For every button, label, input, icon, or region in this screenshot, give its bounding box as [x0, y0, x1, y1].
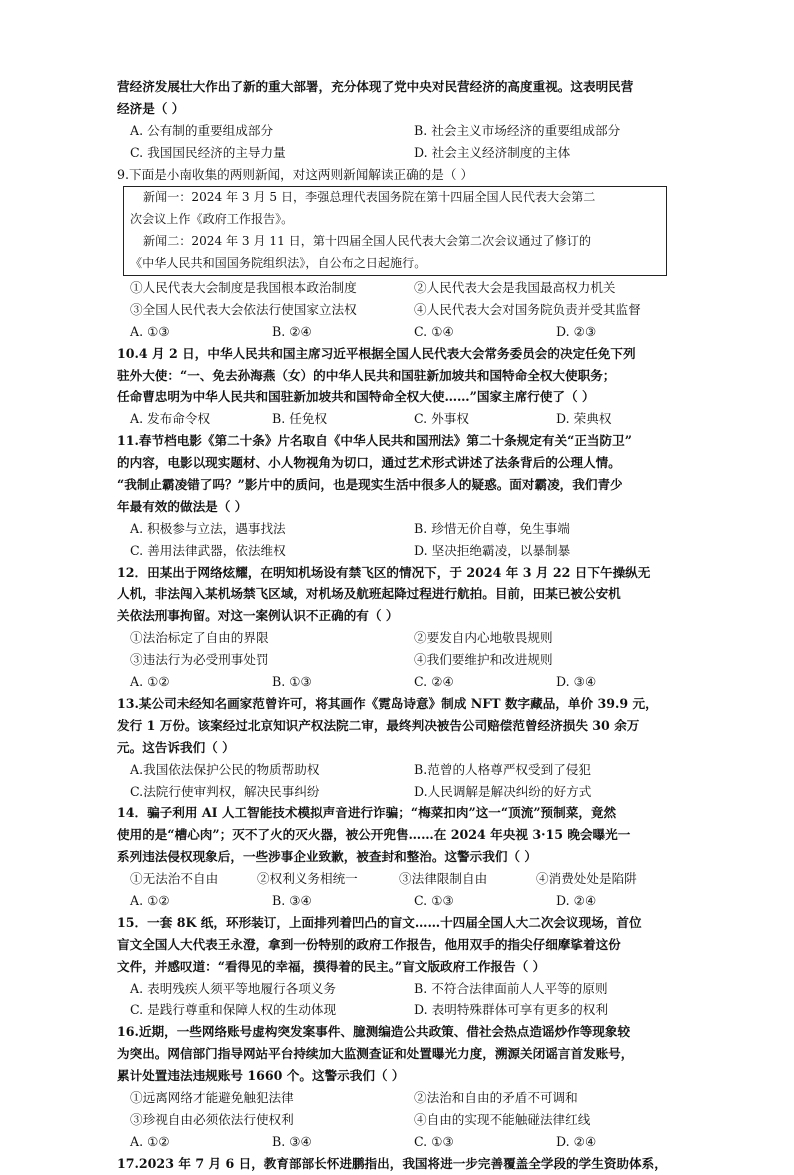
- q9-options-row: [117, 321, 685, 343]
- q9-statement-2: ②人民代表大会是我国最高权力机关: [414, 280, 616, 296]
- exam-page: [117, 76, 685, 1175]
- q12-statement-3: ③违法行为必受刑事处罚: [130, 652, 269, 668]
- q16-option-c[interactable]: C. ①③: [414, 1133, 454, 1149]
- q14-stem-line: 系列违法侵权现象后，一些涉事企业致歉，被查封和整治。这警示我们（ ）: [117, 849, 537, 865]
- q14-option-c[interactable]: C. ①③: [414, 892, 454, 908]
- q14-stem-line: 使用的是“槽心肉”；灭不了火的灭火器，被公开兜售……在 2024 年央视 3·15 晚会曝光一: [117, 827, 631, 843]
- q8-option-c[interactable]: C. 我国国民经济的主导力量: [130, 144, 286, 160]
- q11-option-d[interactable]: D. 坚决拒绝霸凌，以暴制暴: [414, 542, 571, 558]
- q15-options-row: [117, 978, 685, 1000]
- q16-statement-4: ④自由的实现不能触碰法律红线: [414, 1111, 591, 1127]
- q12-stem-line: 人机，非法闯入某机场禁飞区域，对机场及航班起降过程进行航拍。目前，田某已被公安机: [117, 586, 621, 602]
- q10-option-c[interactable]: C. 外事权: [414, 411, 469, 427]
- q12-option-b[interactable]: B. ①③: [272, 674, 312, 690]
- q9-news-line: 新闻一：2024 年 3 月 5 日，李强总理代表国务院在第十四届全国人民代表大会第二: [143, 190, 596, 205]
- q12-statements-row: [117, 627, 685, 649]
- q16-stem-line: 为突出。网信部门指导网站平台持续加大监测查证和处置曝光力度，溯源关闭谣言首发账号，: [117, 1046, 634, 1062]
- q10-stem-line: 10.4 月 2 日，中华人民共和国主席习近平根据全国人民代表大会常务委员会的决定任免下列: [117, 345, 636, 361]
- q16-stem-line: 累计处置违法违规账号 1660 个。这警示我们（ ）: [117, 1068, 405, 1084]
- q16-stem-line: 16.近期，一些网络账号虚构突发案事件、臆测编造公共政策、借社会热点造谣炒作等现象较: [117, 1024, 631, 1040]
- q15-option-b[interactable]: B. 不符合法律面前人人平等的原则: [414, 980, 608, 996]
- q11-stem-line: 年最有效的做法是（ ）: [117, 498, 248, 514]
- q12-statement-1: ①法治标定了自由的界限: [130, 630, 269, 646]
- q10-stem-line: 驻外大使：“一、免去孙海燕（女）的中华人民共和国驻新加坡共和国特命全权大使职务；: [117, 367, 616, 383]
- q9-news-line: 新闻二：2024 年 3 月 11 日，第十四届全国人民代表大会第二次会议通过了修订的: [143, 234, 591, 249]
- q13-options-row: [117, 759, 685, 781]
- q9-news-line: 《中华人民共和国国务院组织法》，自公布之日起施行。: [130, 256, 427, 271]
- q9-option-b[interactable]: B. ②④: [272, 323, 312, 339]
- q13-stem-line: 13.某公司未经知名画家范曾许可，将其画作《霓岛诗意》制成 NFT 数字藏品，单价 39.9 元，: [117, 695, 658, 711]
- q16-option-d[interactable]: D. ②④: [556, 1133, 597, 1149]
- q9-option-d[interactable]: D. ②③: [556, 323, 597, 339]
- q9-news-box: [123, 186, 667, 276]
- q13-stem-line: 元。这告诉我们（ ）: [117, 739, 235, 755]
- q11-option-a[interactable]: A. 积极参与立法，遇事找法: [130, 520, 286, 536]
- q12-option-a[interactable]: A. ①②: [130, 674, 170, 690]
- q16-options-row: [117, 1131, 685, 1153]
- q15-stem-line: 15．一套 8K 纸，环形装订，上面排列着凹凸的盲文……十四届全国人大二次会议现场，首位: [117, 914, 642, 930]
- q15-option-c[interactable]: C. 是践行尊重和保障人权的生动体现: [130, 1002, 337, 1018]
- q12-option-c[interactable]: C. ②④: [414, 674, 454, 690]
- q16-statements-row: [117, 1087, 685, 1109]
- q9-statements-row: [117, 299, 685, 321]
- q8-options-row: [117, 120, 685, 142]
- q10-option-a[interactable]: A. 发布命令权: [130, 411, 211, 427]
- q13-option-c[interactable]: C.法院行使审判权，解决民事纠纷: [130, 783, 320, 799]
- q13-stem-line: 发行 1 万份。该案经过北京知识产权法院二审，最终判决被告公司赔偿范曾经济损失 30 余万: [117, 717, 640, 733]
- q10-stem-line: 任命曹忠明为中华人民共和国驻新加坡共和国特命全权大使……”国家主席行使了（ ）: [117, 389, 595, 405]
- q16-statement-1: ①远离网络才能避免触犯法律: [130, 1089, 294, 1105]
- q14-options-row: [117, 890, 685, 912]
- q14-option-b[interactable]: B. ③④: [272, 892, 312, 908]
- q9-option-a[interactable]: A. ①③: [130, 323, 170, 339]
- q15-stem-line: 文件，并感叹道：“看得见的幸福，摸得着的民主。”盲文版政府工作报告（ ）: [117, 958, 546, 974]
- q14-statement-4: ④消费处处是陷阱: [536, 871, 637, 887]
- q9-statement-3: ③全国人民代表大会依法行使国家立法权: [130, 301, 357, 317]
- q13-options-row: [117, 781, 685, 803]
- q8-stem-line: 营经济发展壮大作出了新的重大部署，充分体现了党中央对民营经济的高度重视。这表明民营: [117, 79, 634, 94]
- q12-option-d[interactable]: D. ③④: [556, 674, 597, 690]
- q16-option-a[interactable]: A. ①②: [130, 1133, 170, 1149]
- q11-stem-line: “我制止霸凌错了吗？”影片中的质问，也是现实生活中很多人的疑惑。面对霸凌，我们青少: [117, 477, 623, 493]
- q9-stem: 9.下面是小南收集的两则新闻，对这两则新闻解读正确的是（ ）: [117, 166, 474, 182]
- q14-option-a[interactable]: A. ①②: [130, 892, 170, 908]
- q11-options-row: [117, 518, 685, 540]
- q9-statements-row: [117, 277, 685, 299]
- q15-option-a[interactable]: A. 表明残疾人须平等地履行各项义务: [130, 980, 337, 996]
- q11-option-b[interactable]: B. 珍惜无价自尊，免生事端: [414, 520, 570, 536]
- q9-option-c[interactable]: C. ①④: [414, 323, 454, 339]
- q16-statement-3: ③珍视自由必须依法行使权利: [130, 1111, 294, 1127]
- q12-statement-2: ②要发自内心地敬畏规则: [414, 630, 553, 646]
- q10-options-row: [117, 408, 685, 430]
- q13-option-a[interactable]: A.我国依法保护公民的物质帮助权: [130, 761, 320, 777]
- q10-option-b[interactable]: B. 任免权: [272, 411, 328, 427]
- q13-option-d[interactable]: D.人民调解是解决纠纷的好方式: [414, 783, 592, 799]
- q9-statement-4: ④人民代表大会对国务院负责并受其监督: [414, 301, 641, 317]
- q12-statements-row: [117, 649, 685, 671]
- q8-option-d[interactable]: D. 社会主义经济制度的主体: [414, 144, 571, 160]
- q17-stem-line: 17.2023 年 7 月 6 日，教育部部长怀进鹏指出，我国将进一步完善覆盖全学段的学生资助体系，: [117, 1155, 667, 1171]
- q8-option-b[interactable]: B. 社会主义市场经济的重要组成部分: [414, 122, 621, 138]
- q14-statement-3: ③法律限制自由: [399, 871, 488, 887]
- q11-stem-line: 11.春节档电影《第二十条》片名取自《中华人民共和国刑法》第二十条规定有关“正当防卫”: [117, 433, 632, 449]
- q11-option-c[interactable]: C. 善用法律武器，依法维权: [130, 542, 286, 558]
- q15-option-d[interactable]: D. 表明特殊群体可享有更多的权利: [414, 1002, 608, 1018]
- q12-options-row: [117, 671, 685, 693]
- q14-statement-2: ②权利义务相统一: [257, 871, 358, 887]
- q16-option-b[interactable]: B. ③④: [272, 1133, 312, 1149]
- q10-option-d[interactable]: D. 荣典权: [556, 411, 612, 427]
- q12-stem-line: 12．田某出于网络炫耀，在明知机场设有禁飞区的情况下，于 2024 年 3 月 22 日下午操纵无: [117, 564, 651, 580]
- q9-statement-1: ①人民代表大会制度是我国根本政治制度: [130, 280, 357, 296]
- q12-stem-line: 关依法刑事拘留。对这一案例认识不正确的有（ ）: [117, 608, 399, 624]
- q8-options-row: [117, 142, 685, 164]
- q12-statement-4: ④我们要维护和改进规则: [414, 652, 553, 668]
- q14-option-d[interactable]: D. ②④: [556, 892, 597, 908]
- q16-statements-row: [117, 1109, 685, 1131]
- q14-stem-line: 14．骗子利用 AI 人工智能技术模拟声音进行诈骗；“梅菜扣肉”这一“顶流”预制菜，竟然: [117, 805, 617, 821]
- q13-option-b[interactable]: B.范曾的人格尊严权受到了侵犯: [414, 761, 591, 777]
- q11-options-row: [117, 540, 685, 562]
- q9-news-line: 次会议上作《政府工作报告》。: [130, 212, 294, 227]
- q15-options-row: [117, 999, 685, 1021]
- q11-stem-line: 的内容，电影以现实题材、小人物视角为切口，通过艺术形式讲述了法条背后的公理人情。: [117, 455, 621, 471]
- q8-option-a[interactable]: A. 公有制的重要组成部分: [130, 122, 274, 138]
- q8-stem-line: 经济是（ ）: [117, 100, 185, 116]
- q14-statement-1: ①无法治不自由: [130, 871, 219, 887]
- q16-statement-2: ②法治和自由的矛盾不可调和: [414, 1089, 578, 1105]
- q15-stem-line: 盲文全国人大代表王永澄，拿到一份特别的政府工作报告，他用双手的指尖仔细摩挲着这份: [117, 936, 621, 952]
- q14-statements-row: [117, 868, 685, 890]
